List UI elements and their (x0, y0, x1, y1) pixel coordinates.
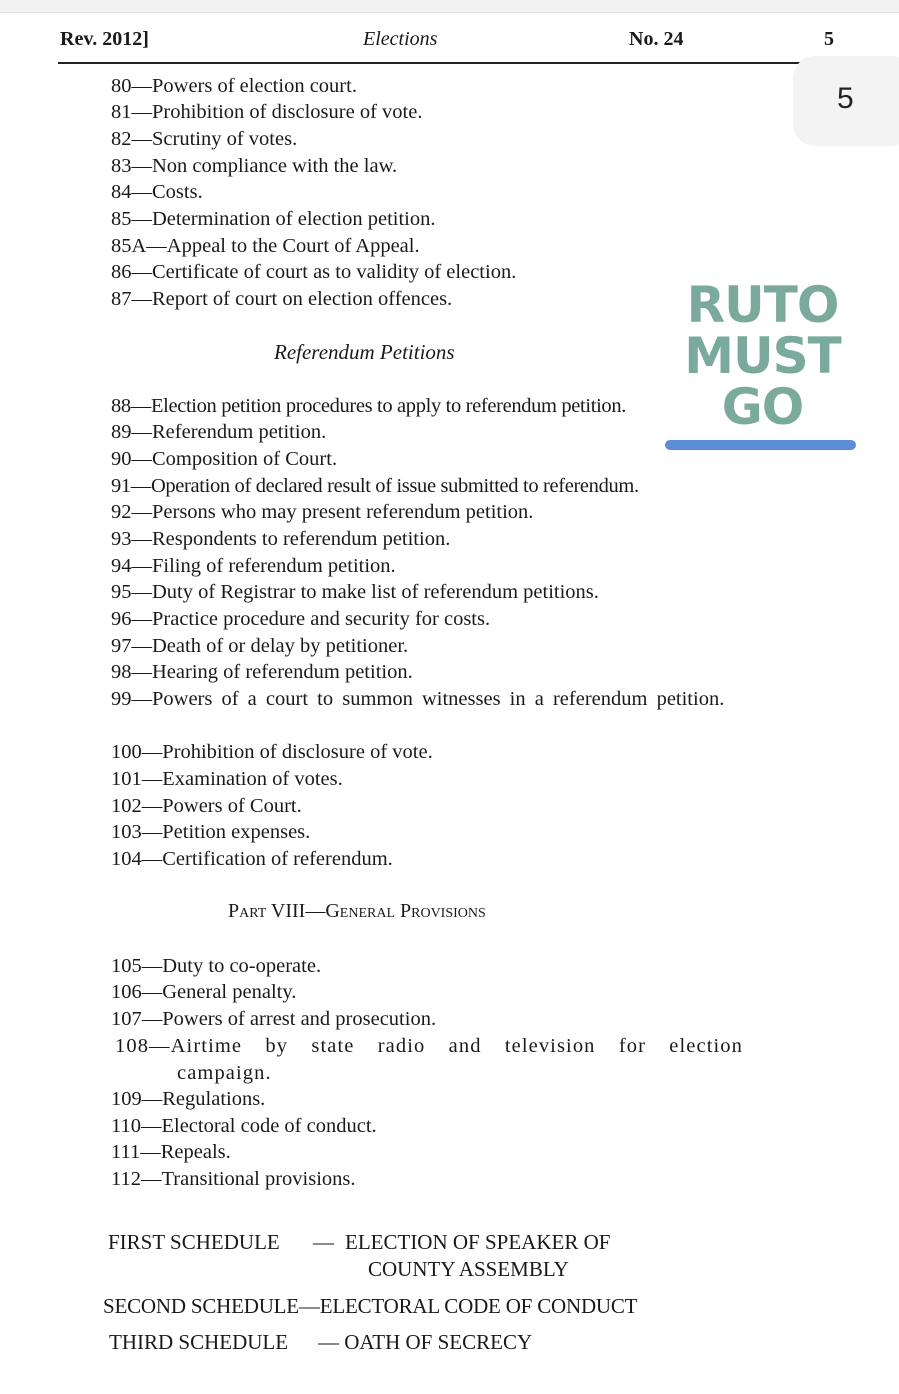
header-act-number: No. 24 (629, 28, 684, 50)
toc-entry-85: 85—Determination of election petition. (111, 208, 436, 230)
sticker-line-3: GO (721, 378, 804, 436)
toc-entry-99: 99—Powers of a court to summon witnesses in a referendum petition. (111, 688, 725, 710)
toc-entry-100: 100—Prohibition of disclosure of vote. (111, 741, 433, 763)
toc-entry-83: 83—Non compliance with the law. (111, 155, 398, 177)
toc-entry-109: 109—Regulations. (111, 1088, 266, 1110)
toc-entry-94: 94—Filing of referendum petition. (111, 555, 396, 577)
sticker-line-1: RUTO (686, 276, 839, 334)
page-indicator-badge (793, 56, 899, 146)
toc-entry-95: 95—Duty of Registrar to make list of referendum petitions. (111, 581, 599, 603)
toc-entry-89: 89—Referendum petition. (111, 421, 327, 443)
toc-entry-101: 101—Examination of votes. (111, 768, 343, 790)
section-heading-referendum: Referendum Petitions (274, 340, 455, 364)
toc-entry-102: 102—Powers of Court. (111, 795, 302, 817)
toc-entry-108: 108—Airtime by state radio and television for election campaign. (115, 1035, 743, 1084)
section-heading-part-viii: Part VIII—General Provisions (228, 900, 486, 922)
ruto-must-go-sticker (680, 276, 845, 436)
toc-entry-88: 88—Election petition procedures to apply to referendum petition. (111, 395, 627, 417)
header-title: Elections (363, 28, 438, 50)
sticker-underline-bar (665, 440, 856, 450)
schedule-third-name: THIRD SCHEDULE (109, 1330, 289, 1354)
toc-entry-98: 98—Hearing of referendum petition. (111, 661, 413, 683)
toc-entry-81: 81—Prohibition of disclosure of vote. (111, 101, 423, 123)
toc-entry-84: 84—Costs. (111, 181, 203, 203)
toc-entry-103: 103—Petition expenses. (111, 821, 311, 843)
toc-entry-111: 111—Repeals. (111, 1141, 231, 1163)
toc-entry-97: 97—Death of or delay by petitioner. (111, 635, 409, 657)
page-indicator-number: 5 (837, 82, 854, 115)
toc-entry-87: 87—Report of court on election offences. (111, 288, 453, 310)
header-rule (58, 62, 814, 64)
schedule-first-dash: — (313, 1230, 334, 1254)
toc-entry-93: 93—Respondents to referendum petition. (111, 528, 451, 550)
toc-entry-91: 91—Operation of declared result of issue submitted to referendum. (111, 475, 639, 497)
schedule-first-name: FIRST SCHEDULE (108, 1230, 280, 1254)
toc-entry-86: 86—Certificate of court as to validity of election. (111, 261, 517, 283)
toc-entry-107: 107—Powers of arrest and prosecution. (111, 1008, 437, 1030)
header-page-number: 5 (824, 28, 834, 50)
schedule-third-title: — OATH OF SECRECY (318, 1330, 533, 1354)
toc-entry-96: 96—Practice procedure and security for costs. (111, 608, 491, 630)
toc-entry-106: 106—General penalty. (111, 981, 297, 1003)
toc-entry-80: 80—Powers of election court. (111, 75, 357, 97)
toc-entry-110: 110—Electoral code of conduct. (111, 1115, 377, 1137)
toc-entry-104: 104—Certification of referendum. (111, 848, 393, 870)
schedule-first-title-line2: COUNTY ASSEMBLY (368, 1257, 569, 1281)
toc-entry-82: 82—Scrutiny of votes. (111, 128, 298, 150)
toc-entry-112: 112—Transitional provisions. (111, 1168, 356, 1190)
toc-entry-90: 90—Composition of Court. (111, 448, 338, 470)
toc-entry-92: 92—Persons who may present referendum petition. (111, 501, 534, 523)
schedule-second: SECOND SCHEDULE—ELECTORAL CODE OF CONDUCT (103, 1294, 638, 1318)
header-revision: Rev. 2012] (60, 28, 149, 50)
sticker-line-2: MUST (684, 327, 841, 385)
schedule-first-title-line1: ELECTION OF SPEAKER OF (345, 1230, 611, 1254)
toc-entry-85a: 85A—Appeal to the Court of Appeal. (111, 235, 420, 257)
top-status-strip (0, 0, 899, 13)
toc-entry-105: 105—Duty to co-operate. (111, 955, 322, 977)
